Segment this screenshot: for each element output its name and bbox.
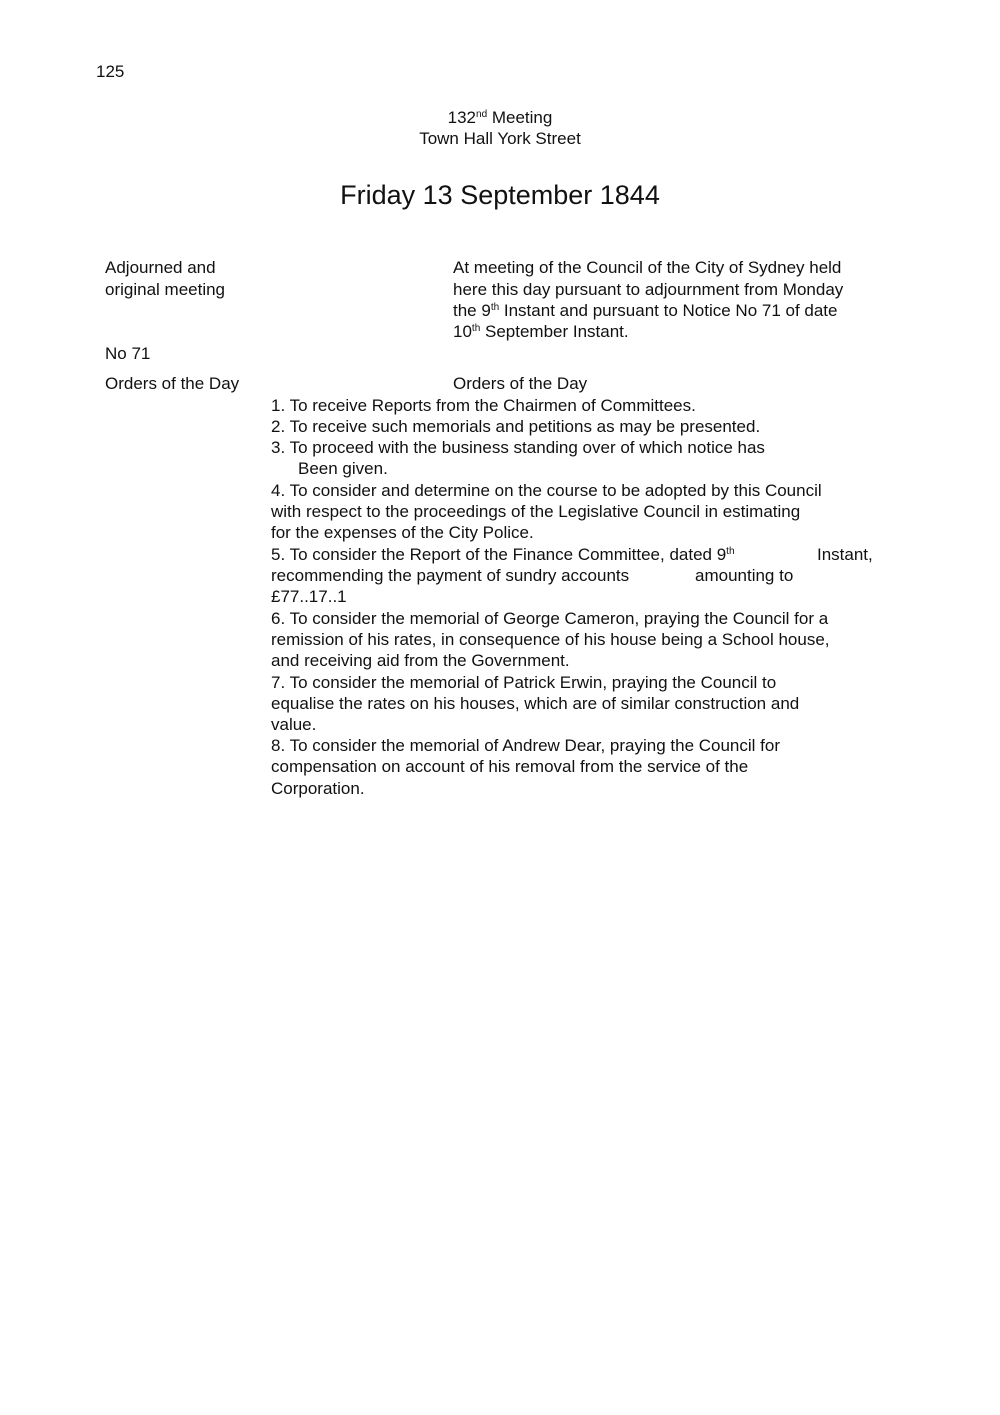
meeting-number xyxy=(0,107,1000,128)
orders-heading: Orders of the Day xyxy=(453,374,588,393)
intro-line-4 xyxy=(453,321,629,342)
order-item-7-line-2: equalise the rates on his houses, which are of similar construction and xyxy=(271,694,800,713)
intro-line-3-start: the 9 xyxy=(453,301,491,320)
intro-line-2: here this day pursuant to adjournment from Monday xyxy=(453,280,844,299)
order-item-5-amounting: amounting to xyxy=(695,566,794,585)
order-item-5-sup: th xyxy=(726,546,735,557)
order-item-7-line-3: value. xyxy=(271,715,317,734)
order-item-5-text: 5. To consider the Report of the Finance Committee, dated 9 xyxy=(271,545,727,564)
order-item-4-line-2: with respect to the proceedings of the Legislative Council in estimating xyxy=(271,502,801,521)
meeting-number-value: 132 xyxy=(447,108,477,127)
intro-line-4-start: 10 xyxy=(453,322,472,341)
intro-line-1: At meeting of the Council of the City of Sydney held xyxy=(453,258,842,277)
order-item-4-line-1: 4. To consider and determine on the course to be adopted by this Council xyxy=(271,481,822,500)
order-item-7-line-1: 7. To consider the memorial of Patrick Erwin, praying the Council to xyxy=(271,673,777,692)
intro-line-3-end: Instant and pursuant to Notice No 71 of date xyxy=(499,301,838,320)
order-item-6-line-1: 6. To consider the memorial of George Cameron, praying the Council for a xyxy=(271,609,829,628)
intro-line-4-sup: th xyxy=(471,323,481,334)
margin-note-adjourned: Adjourned and xyxy=(105,258,216,277)
order-item-1: 1. To receive Reports from the Chairmen of Committees. xyxy=(271,396,696,415)
venue: Town Hall York Street xyxy=(419,129,581,148)
meeting-word: Meeting xyxy=(487,108,553,127)
intro-line-3 xyxy=(453,300,838,321)
page-number: 125 xyxy=(96,62,125,81)
margin-note-original: original meeting xyxy=(105,280,226,299)
order-item-8-line-1: 8. To consider the memorial of Andrew Dear, praying the Council for xyxy=(271,736,781,755)
order-item-8-line-3: Corporation. xyxy=(271,779,365,798)
order-item-2: 2. To receive such memorials and petitions as may be presented. xyxy=(271,417,761,436)
order-item-4-line-3: for the expenses of the City Police. xyxy=(271,523,534,542)
margin-note-orders: Orders of the Day xyxy=(105,374,240,393)
order-item-5-line-2: recommending the payment of sundry accounts xyxy=(271,566,630,585)
order-item-6-line-3: and receiving aid from the Government. xyxy=(271,651,570,670)
intro-line-4-end: September Instant. xyxy=(480,322,629,341)
intro-line-3-sup: th xyxy=(490,302,500,313)
page-title: Friday 13 September 1844 xyxy=(340,180,660,210)
order-item-3-line-2: Been given. xyxy=(298,459,388,478)
margin-note-notice: No 71 xyxy=(105,344,151,363)
order-item-5-instant: Instant, xyxy=(817,545,873,564)
order-item-6-line-2: remission of his rates, in consequence of his house being a School house, xyxy=(271,630,830,649)
order-item-5-line-1 xyxy=(271,544,735,565)
order-item-5-amount: £77..17..1 xyxy=(271,587,347,606)
order-item-3-line-1: 3. To proceed with the business standing over of which notice has xyxy=(271,438,765,457)
order-item-8-line-2: compensation on account of his removal from the service of the xyxy=(271,757,749,776)
meeting-number-suffix: nd xyxy=(476,109,488,120)
